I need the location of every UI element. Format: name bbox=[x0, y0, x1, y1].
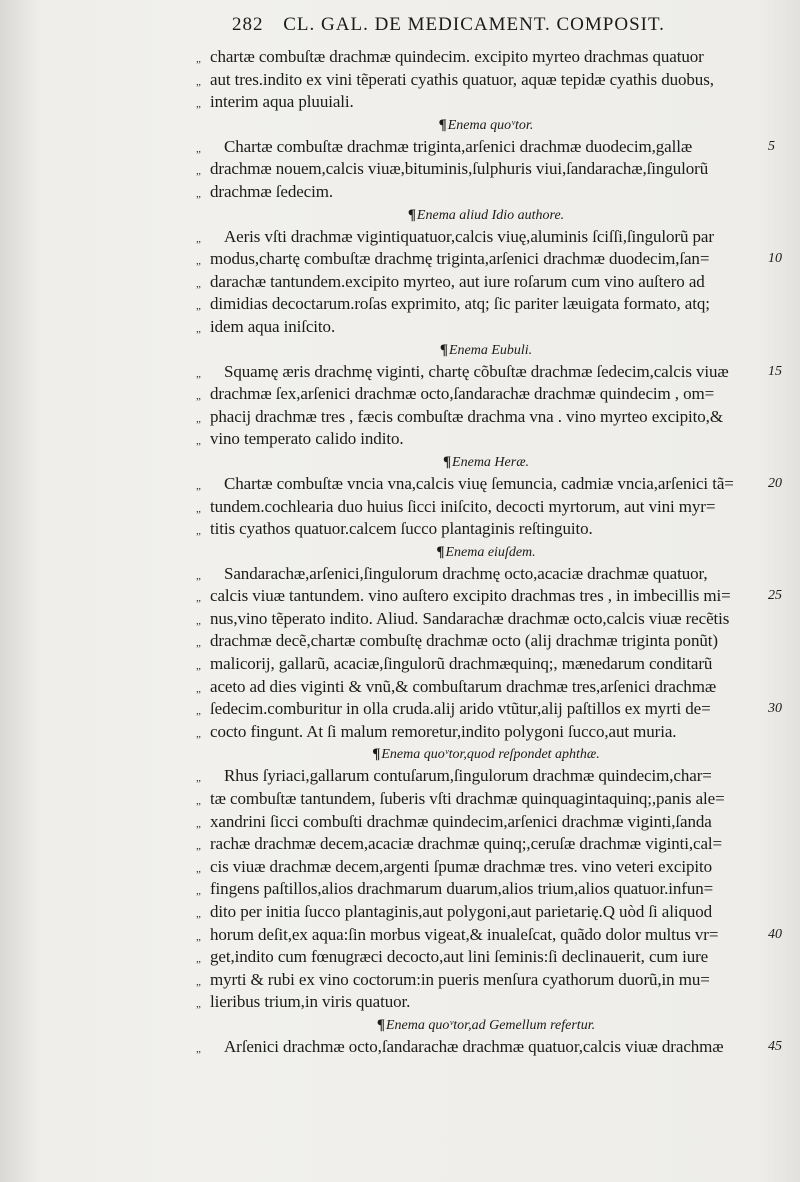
text-line bbox=[196, 226, 776, 249]
text-line bbox=[196, 608, 776, 631]
text-line bbox=[196, 901, 776, 924]
quotation-mark: „ bbox=[196, 930, 201, 943]
line-text: nus,vino tẽperato indito. Aliud. Sandarachæ drachmæ octo,calcis viuæ recẽtis bbox=[210, 608, 730, 628]
section-heading-text: Enema eiuſdem. bbox=[445, 544, 536, 560]
section-heading-text: Enema quoᵛtor,quod reſpondet aphthæ. bbox=[381, 747, 600, 763]
quotation-mark: „ bbox=[196, 682, 201, 695]
text-line bbox=[196, 361, 782, 384]
text-line bbox=[196, 833, 776, 856]
text-line bbox=[196, 406, 776, 429]
quotation-mark: „ bbox=[196, 255, 201, 268]
line-text: get,indito cum fœnugræci decocto,aut lini ſeminis:ſi declinauerit, cum iure bbox=[210, 947, 709, 967]
line-text: chartæ combuſtæ drachmæ quindecim. excipito myrteo drachmas quatuor bbox=[210, 47, 704, 66]
quotation-mark: „ bbox=[196, 817, 201, 830]
line-number: 25 bbox=[768, 588, 782, 604]
text-line bbox=[196, 653, 776, 676]
section-heading bbox=[196, 204, 776, 226]
quotation-mark: „ bbox=[196, 885, 201, 898]
text-line bbox=[196, 811, 776, 834]
line-number: 10 bbox=[768, 251, 782, 267]
quotation-mark: „ bbox=[196, 953, 201, 966]
line-text: drachmæ ſex,arſenici drachmæ octo,ſandarachæ drachmæ quindecim , om= bbox=[210, 384, 715, 404]
text-line bbox=[196, 271, 776, 294]
line-number: 20 bbox=[768, 475, 782, 491]
section-heading-text: Enema Eubuli. bbox=[448, 342, 533, 358]
section-heading bbox=[196, 541, 776, 563]
line-text: aut tres.indito ex vini tẽperati cyathis quatuor, aquæ tepidæ cyathis duobus, bbox=[210, 69, 714, 89]
quotation-mark: „ bbox=[196, 840, 201, 853]
line-text: rachæ drachmæ decem,acaciæ drachmæ quinq;,ceruſæ drachmæ viginti,cal= bbox=[210, 834, 723, 854]
quotation-mark: „ bbox=[196, 300, 201, 313]
quotation-mark: „ bbox=[196, 390, 201, 403]
section-heading bbox=[196, 339, 776, 361]
text-line bbox=[196, 676, 776, 699]
text-line bbox=[196, 383, 776, 406]
line-text: tundem.cochlearia duo huius ſicci iniſcito, decocti myrtorum, aut vini myr= bbox=[210, 496, 716, 516]
quotation-mark: „ bbox=[196, 614, 201, 627]
quotation-mark: „ bbox=[196, 772, 201, 785]
text-line bbox=[196, 991, 776, 1014]
line-text: vino temperato calido indito. bbox=[210, 429, 404, 449]
paragraph-mark-icon: ¶ bbox=[439, 341, 448, 358]
line-text: interim aqua pluuiali. bbox=[210, 92, 354, 112]
section-heading bbox=[196, 114, 776, 136]
text-line bbox=[196, 181, 776, 204]
text-line bbox=[196, 856, 776, 879]
quotation-mark: „ bbox=[196, 908, 201, 920]
section-heading-text: Enema quoᵛtor,ad Gemellum refertur. bbox=[386, 1017, 596, 1033]
text-line bbox=[196, 721, 776, 744]
line-text: Rhus ſyriaci,gallarum contuſarum,ſingulorum drachmæ quindecim,char= bbox=[224, 766, 712, 786]
line-text: Aeris vſti drachmæ vigintiquatuor,calcis viuę,aluminis ſciſſi,ſingulorũ par bbox=[224, 226, 714, 246]
line-text: cis viuæ drachmæ decem,argenti ſpumæ drachmæ tres. vino veteri excipito bbox=[210, 856, 712, 876]
section-heading bbox=[196, 1014, 776, 1036]
line-text: drachmæ ſedecim. bbox=[210, 181, 334, 201]
quotation-mark: „ bbox=[196, 53, 201, 65]
line-text: darachæ tantundem.excipito myrteo, aut iure roſarum cum vino auſtero ad bbox=[210, 271, 705, 291]
quotation-mark: „ bbox=[196, 98, 201, 111]
line-text: drachmæ decẽ,chartæ combuſtę drachmæ octo (alij drachmæ triginta ponũt) bbox=[210, 631, 718, 651]
text-line bbox=[196, 91, 776, 114]
quotation-mark: „ bbox=[196, 412, 201, 425]
quotation-mark: „ bbox=[196, 277, 201, 290]
text-line bbox=[196, 46, 776, 69]
section-heading-text: Enema aliud Idio authore. bbox=[416, 207, 565, 223]
paragraph-mark-icon: ¶ bbox=[376, 1016, 385, 1033]
page-number: 282 bbox=[232, 14, 264, 35]
quotation-mark: „ bbox=[196, 367, 201, 380]
line-text: titis cyathos quatuor.calcem ſucco plantaginis reſtinguito. bbox=[210, 519, 593, 539]
quotation-mark: „ bbox=[196, 322, 201, 335]
paragraph-mark-icon: ¶ bbox=[372, 746, 381, 763]
quotation-mark: „ bbox=[196, 592, 201, 605]
quotation-mark: „ bbox=[196, 975, 201, 988]
line-text: phacij drachmæ tres , fæcis combuſtæ drachma vna . vino myrteo excipito,& bbox=[210, 406, 723, 426]
quotation-mark: „ bbox=[196, 569, 201, 582]
line-text: tæ combuſtæ tantundem, ſuberis vſti drachmæ quinquagintaquinq;,panis ale= bbox=[210, 789, 725, 809]
line-text: Arſenici drachmæ octo,ſandarachæ drachmæ quatuor,calcis viuæ drachmæ bbox=[224, 1036, 724, 1056]
quotation-mark: „ bbox=[196, 525, 201, 538]
line-text: calcis viuæ tantundem. vino auſtero excipito drachmas tres , in imbecillis mi= bbox=[210, 586, 731, 606]
section-heading-text: Enema quoᵛtor. bbox=[447, 117, 534, 133]
text-line bbox=[196, 969, 776, 992]
text-line bbox=[196, 765, 776, 788]
line-text: modus,chartę combuſtæ drachmę triginta,arſenici drachmæ duodecim,ſan= bbox=[210, 249, 710, 269]
line-number: 15 bbox=[768, 363, 782, 379]
line-text: ſedecim.comburitur in olla cruda.alij arido vtũtur,alij paſtillos ex myrti de= bbox=[210, 699, 711, 719]
quotation-mark: „ bbox=[196, 75, 201, 88]
section-heading bbox=[196, 743, 776, 765]
line-text: Chartæ combuſtæ drachmæ triginta,arſenici drachmæ duodecim,gallæ bbox=[224, 136, 693, 156]
text-line bbox=[196, 563, 776, 586]
text-line bbox=[196, 788, 776, 811]
line-text: Squamę æris drachmę viginti, chartę cõbuſtæ drachmæ ſedecim,calcis viuæ bbox=[224, 361, 729, 381]
line-text: horum deſit,ex aqua:ſin morbus vigeat,& inualeſcat, quãdo dolor multus vr= bbox=[210, 924, 719, 944]
line-text: cocto fingunt. At ſi malum remoretur,indito polygoni ſucco,aut muria. bbox=[210, 721, 677, 741]
text-line bbox=[196, 518, 776, 541]
running-title: CL. GAL. DE MEDICAMENT. COMPOSIT. bbox=[283, 14, 665, 35]
quotation-mark: „ bbox=[196, 479, 201, 492]
quotation-mark: „ bbox=[196, 795, 201, 808]
text-line bbox=[196, 1036, 782, 1059]
text-line bbox=[196, 316, 776, 339]
section-heading bbox=[196, 451, 776, 473]
quotation-mark: „ bbox=[196, 502, 201, 515]
quotation-mark: „ bbox=[196, 232, 201, 245]
quotation-mark: „ bbox=[196, 862, 201, 875]
text-line bbox=[196, 69, 776, 92]
paragraph-mark-icon: ¶ bbox=[436, 543, 445, 560]
text-line bbox=[196, 158, 776, 181]
line-text: dimidias decoctarum.roſas exprimito, atq; ſic pariter læuigata formato, atq; bbox=[210, 294, 710, 314]
text-line bbox=[196, 630, 776, 653]
quotation-mark: „ bbox=[196, 998, 201, 1011]
text-line bbox=[196, 428, 776, 451]
paragraph-mark-icon: ¶ bbox=[407, 206, 416, 223]
line-text: drachmæ nouem,calcis viuæ,bituminis,ſulphuris viui,ſandarachæ,ſingulorũ bbox=[210, 159, 709, 179]
text-line bbox=[196, 248, 782, 271]
line-text: lieribus trium,in viris quatuor. bbox=[210, 992, 411, 1012]
quotation-mark: „ bbox=[196, 637, 201, 650]
text-line bbox=[196, 946, 776, 969]
text-body bbox=[196, 46, 782, 1059]
line-text: myrti & rubi ex vino coctorum:in pueris menſura cyathorum duorũ,in mu= bbox=[210, 969, 710, 989]
line-text: xandrini ſicci combuſti drachmæ quindecim,arſenici drachmæ viginti,ſanda bbox=[210, 811, 712, 831]
quotation-mark: „ bbox=[196, 727, 201, 740]
line-text: Chartæ combuſtæ vncia vna,calcis viuę ſemuncia, cadmiæ vncia,arſenici tã= bbox=[224, 473, 734, 493]
line-text: fingens paſtillos,alios drachmarum duarum,alios trium,alios quatuor.infun= bbox=[210, 879, 714, 899]
paragraph-mark-icon: ¶ bbox=[442, 453, 452, 470]
line-number: 30 bbox=[768, 701, 782, 717]
paragraph-mark-icon: ¶ bbox=[438, 116, 447, 133]
text-line bbox=[196, 473, 782, 496]
text-line bbox=[196, 136, 776, 159]
text-line bbox=[196, 496, 776, 519]
line-text: malicorij, gallarũ, acaciæ,ſingulorũ drachmæquinq;, mænedarum conditarũ bbox=[210, 654, 713, 674]
quotation-mark: „ bbox=[196, 142, 201, 155]
text-line bbox=[196, 924, 782, 947]
text-line bbox=[196, 698, 782, 721]
section-heading-text: Enema Heræ. bbox=[452, 454, 530, 470]
line-text: aceto ad dies viginti & vnũ,& combuſtarum drachmæ tres,arſenici drachmæ bbox=[210, 676, 717, 696]
line-number: 45 bbox=[768, 1038, 782, 1054]
quotation-mark: „ bbox=[196, 660, 201, 673]
line-text: dito per initia ſucco plantaginis,aut polygoni,aut parietarię.Q uòd ſi aliquod bbox=[210, 902, 713, 921]
quotation-mark: „ bbox=[196, 705, 201, 718]
quotation-mark: „ bbox=[196, 187, 201, 200]
quotation-mark: „ bbox=[196, 435, 201, 448]
quotation-mark: „ bbox=[196, 165, 201, 178]
line-number: 5 bbox=[768, 138, 775, 154]
line-number: 40 bbox=[768, 926, 782, 942]
line-text: idem aqua iniſcito. bbox=[210, 316, 336, 336]
text-line bbox=[196, 878, 776, 901]
line-text: Sandarachæ,arſenici,ſingulorum drachmę octo,acaciæ drachmæ quatuor, bbox=[224, 563, 708, 583]
text-line bbox=[196, 293, 776, 316]
text-line bbox=[196, 585, 782, 608]
quotation-mark: „ bbox=[196, 1042, 201, 1055]
page-header bbox=[232, 14, 792, 36]
